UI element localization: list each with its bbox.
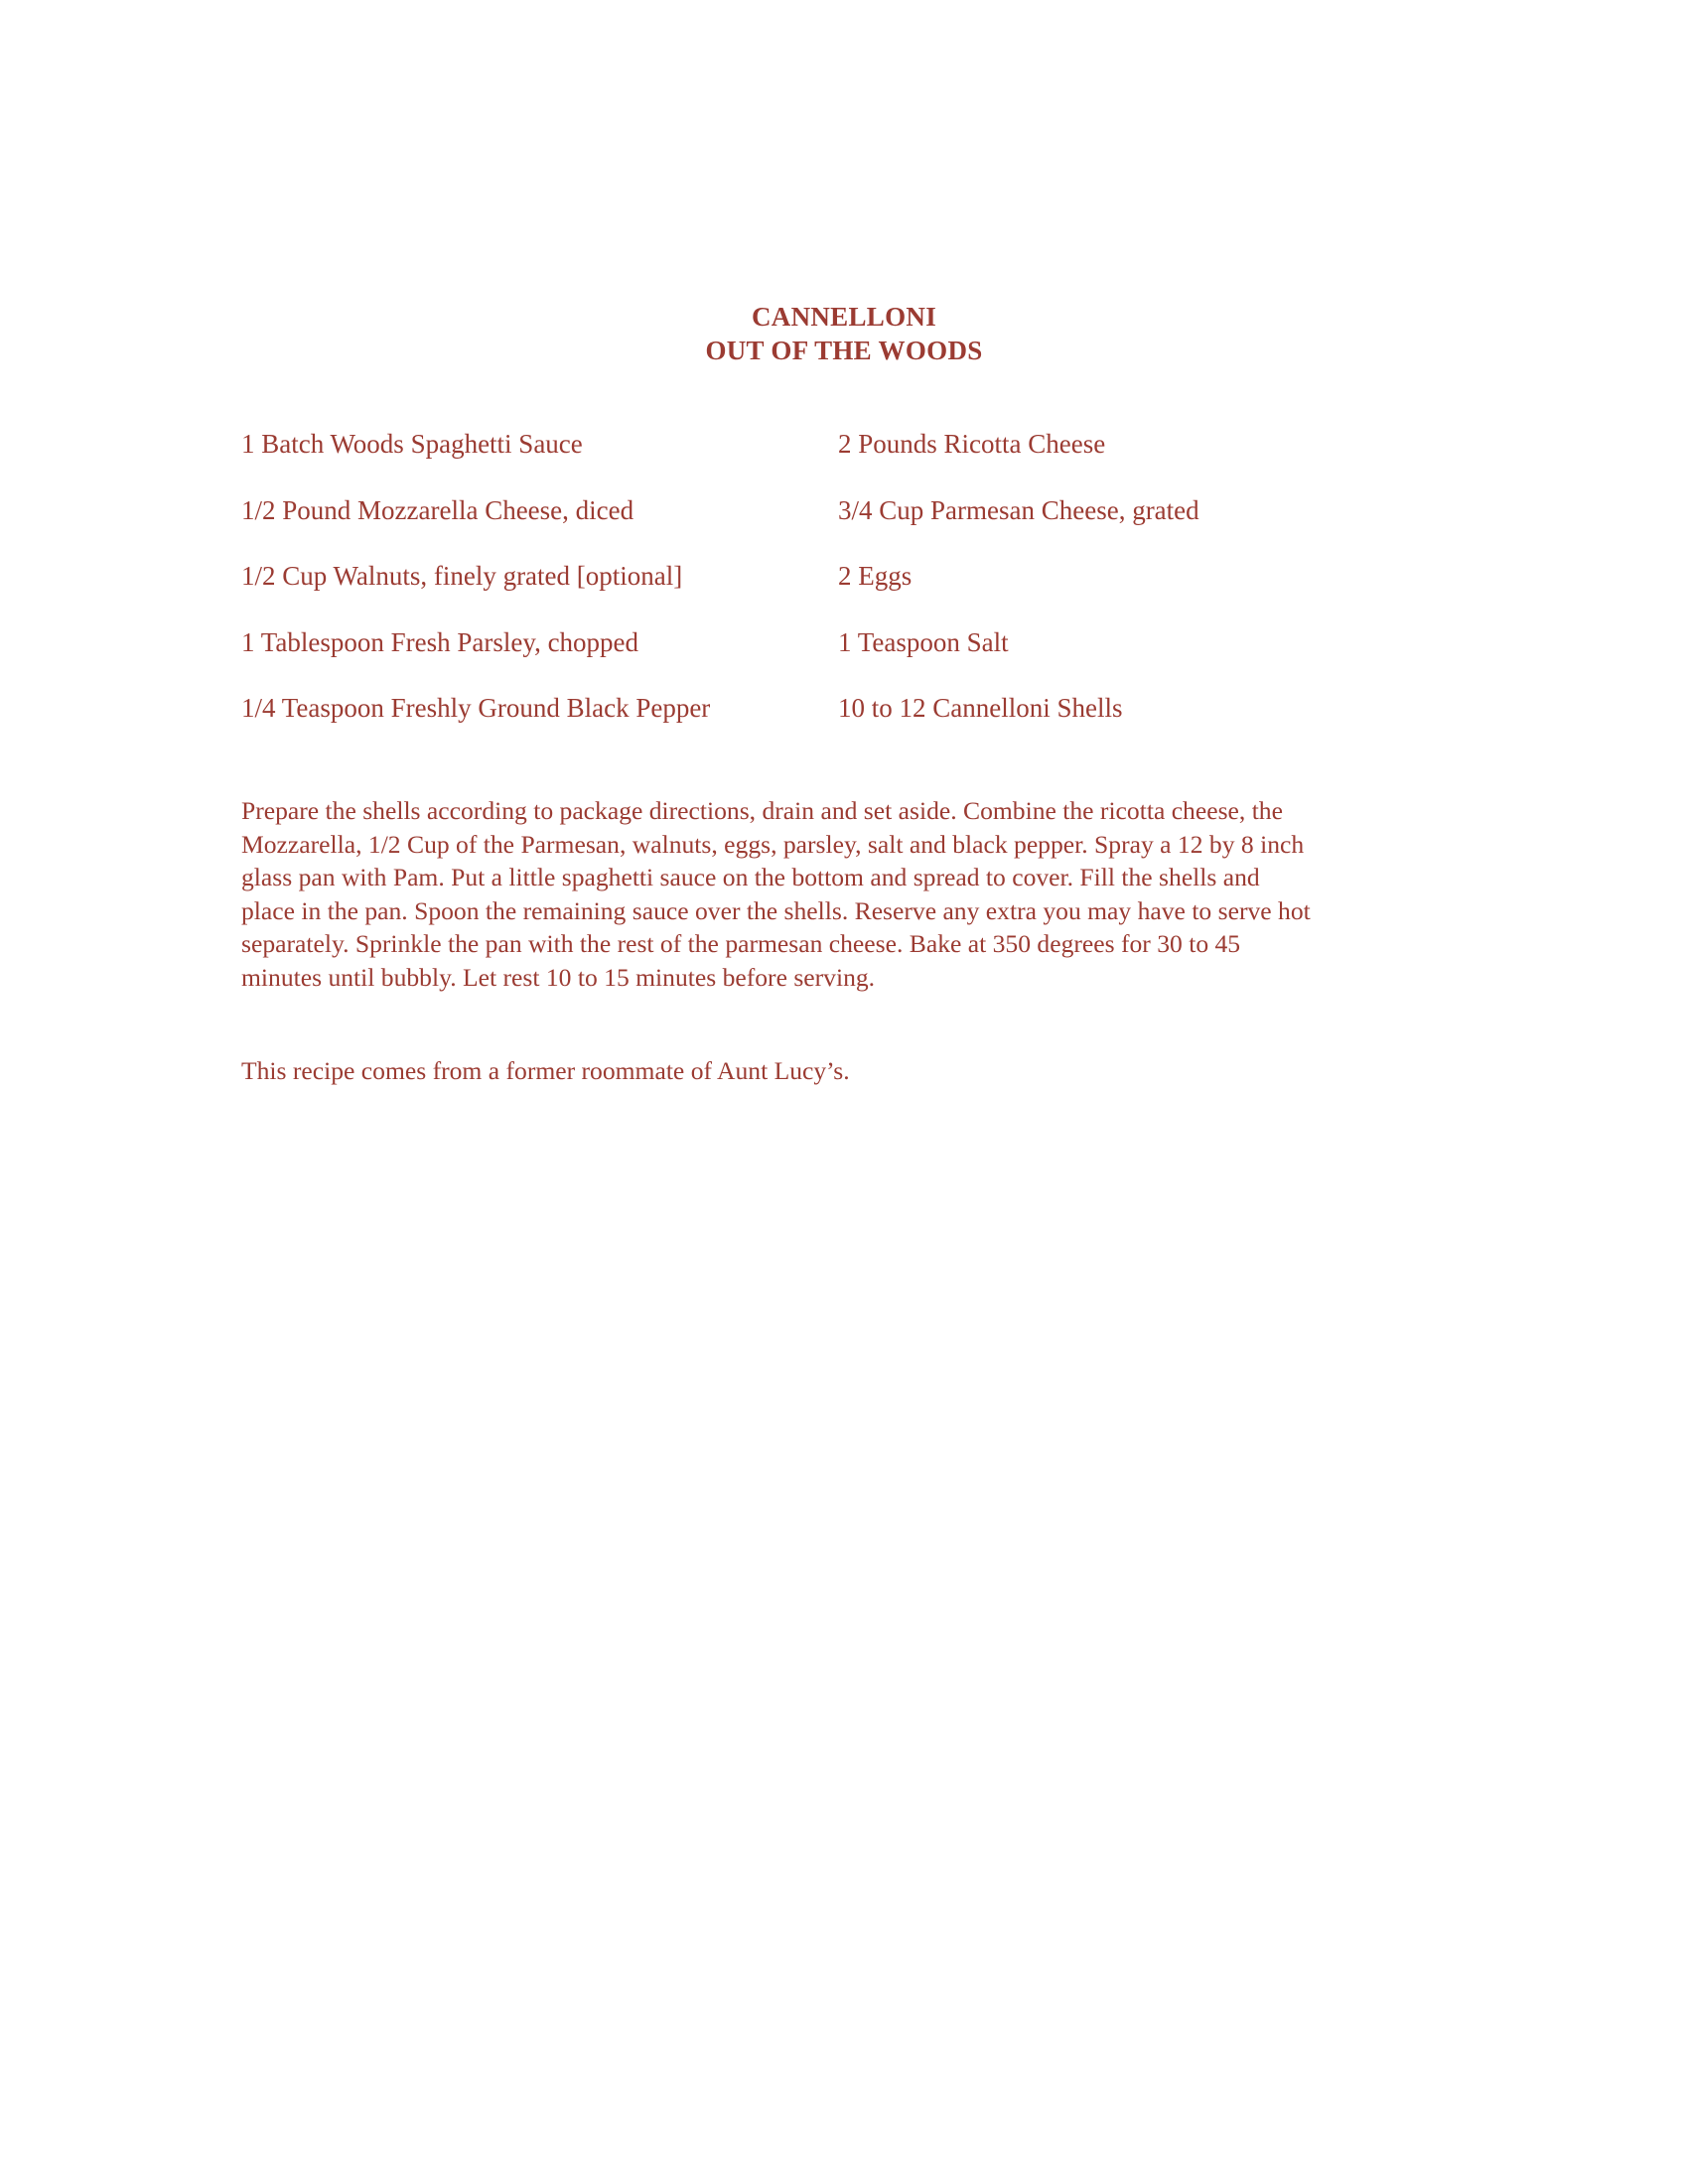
- instructions-line: Mozzarella, 1/2 Cup of the Parmesan, walnuts, eggs, parsley, salt and black pepper. Spray a 12 by 8 inch: [241, 829, 1305, 859]
- ingredient-item: 10 to 12 Cannelloni Shells: [838, 693, 1123, 723]
- instructions-line: place in the pan. Spoon the remaining sauce over the shells. Reserve any extra you may have to serve hot: [241, 895, 1311, 925]
- ingredient-item: 1/2 Pound Mozzarella Cheese, diced: [241, 494, 634, 525]
- ingredient-item: 1/2 Cup Walnuts, finely grated [optional]: [241, 561, 683, 591]
- instructions-line: minutes until bubbly. Let rest 10 to 15 minutes before serving.: [241, 962, 876, 992]
- ingredient-item: 3/4 Cup Parmesan Cheese, grated: [838, 494, 1199, 525]
- ingredient-row: [241, 561, 1473, 627]
- ingredient-item: 1/4 Teaspoon Freshly Ground Black Pepper: [241, 693, 711, 723]
- ingredients-list: [241, 429, 1473, 759]
- ingredient-item: 2 Eggs: [838, 561, 913, 591]
- recipe-title: [0, 300, 1688, 367]
- ingredient-row: [241, 429, 1473, 495]
- ingredient-item: 1 Teaspoon Salt: [838, 626, 1009, 657]
- instructions-line: glass pan with Pam. Put a little spaghetti sauce on the bottom and spread to cover. Fill the shells and: [241, 863, 1260, 892]
- ingredient-item: 1 Tablespoon Fresh Parsley, chopped: [241, 626, 639, 657]
- instructions-line: separately. Sprinkle the pan with the rest of the parmesan cheese. Bake at 350 degrees for 30 to 45: [241, 929, 1241, 959]
- instructions-paragraph: [241, 794, 1463, 995]
- ingredient-row: [241, 627, 1473, 694]
- title-line-1: CANNELLONI: [751, 302, 937, 332]
- ingredient-row: [241, 495, 1473, 562]
- ingredient-row: [241, 693, 1473, 759]
- ingredient-item: 1 Batch Woods Spaghetti Sauce: [241, 429, 583, 459]
- title-line-2: OUT OF THE WOODS: [705, 336, 983, 365]
- instructions-line: Prepare the shells according to package directions, drain and set aside. Combine the ricotta cheese, the: [241, 796, 1283, 825]
- recipe-note: This recipe comes from a former roommate of Aunt Lucy’s.: [241, 1056, 850, 1085]
- ingredient-item: 2 Pounds Ricotta Cheese: [838, 429, 1106, 459]
